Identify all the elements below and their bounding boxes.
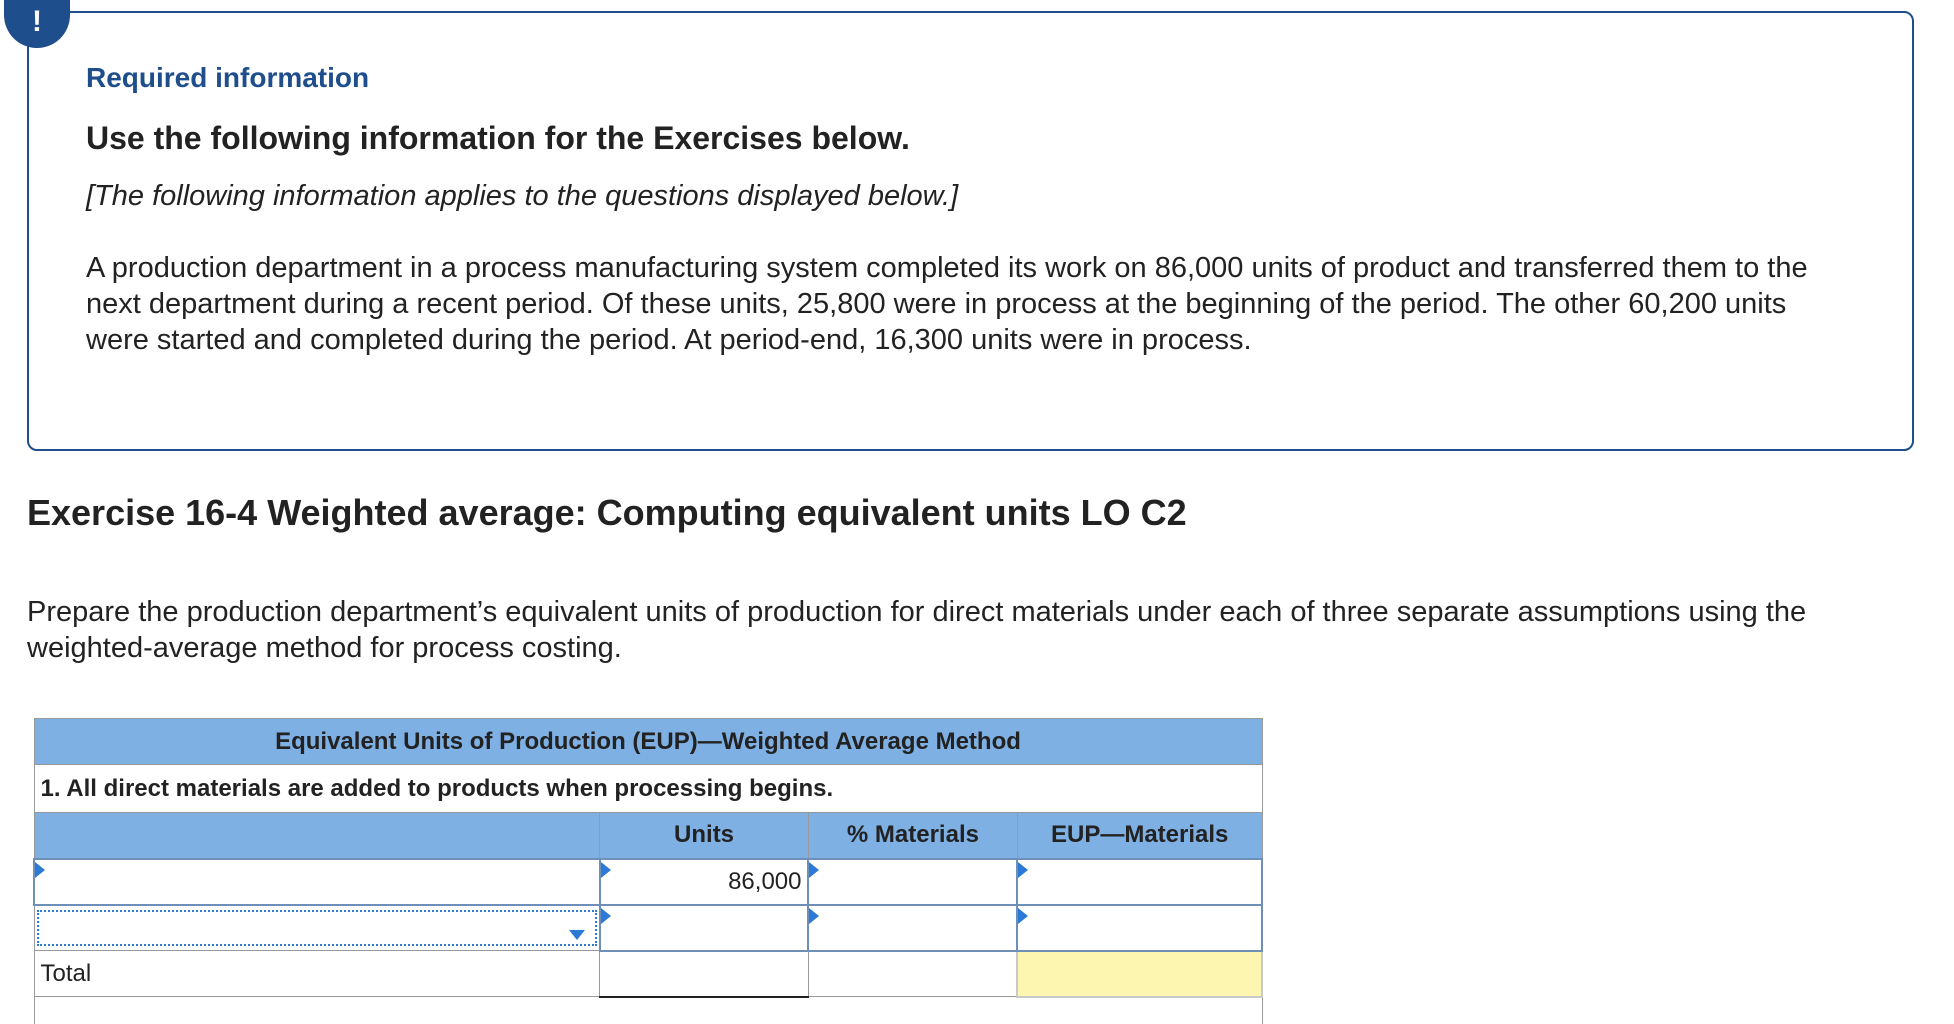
table-row <box>34 905 1262 951</box>
column-header-eup-materials: EUP—Materials <box>1017 813 1262 859</box>
input-arrow-icon <box>601 908 611 924</box>
total-label: Total <box>34 951 600 997</box>
dropdown-select[interactable] <box>37 910 597 947</box>
input-arrow-icon <box>809 908 819 924</box>
required-information-title: Required information <box>86 62 370 93</box>
table-row <box>34 859 1262 905</box>
chevron-down-icon[interactable] <box>569 930 585 940</box>
exclamation-icon: ! <box>4 0 70 48</box>
column-header-pct-materials: % Materials <box>808 813 1017 859</box>
total-eup-cell <box>1017 951 1262 997</box>
input-arrow-icon <box>35 862 45 878</box>
total-row <box>34 951 1262 997</box>
row1-pct-input[interactable] <box>808 859 1017 905</box>
row1-units-input[interactable] <box>600 859 809 905</box>
applies-note: [The following information applies to the questions displayed below.] <box>86 180 959 212</box>
row1-units-value: 86,000 <box>728 867 802 895</box>
input-arrow-icon <box>1018 862 1028 878</box>
use-info-heading: Use the following information for the Exercises below. <box>86 120 910 156</box>
column-header-label <box>34 813 600 859</box>
input-arrow-icon <box>1018 908 1028 924</box>
row2-units-input[interactable] <box>600 905 809 951</box>
eup-table <box>33 718 1263 1024</box>
row2-eup-input[interactable] <box>1017 905 1262 951</box>
exercise-prompt: Prepare the production department’s equivalent units of production for direct materials under each of three separate assumptions using the weighted-average method for process costing. <box>27 596 1807 664</box>
assumption-label: 1. All direct materials are added to products when processing begins. <box>34 765 1262 813</box>
total-units-cell <box>600 951 809 997</box>
total-pct-cell <box>808 951 1017 997</box>
table-title: Equivalent Units of Production (EUP)—Weighted Average Method <box>34 719 1262 765</box>
column-header-units: Units <box>600 813 809 859</box>
exercise-title: Exercise 16-4 Weighted average: Computing equivalent units LO C2 <box>27 492 1187 533</box>
row2-label-select[interactable] <box>34 905 600 951</box>
row1-eup-input[interactable] <box>1017 859 1262 905</box>
row1-label-input[interactable] <box>34 859 600 905</box>
input-arrow-icon <box>601 862 611 878</box>
table-footer-row <box>34 997 1262 1024</box>
row2-pct-input[interactable] <box>808 905 1017 951</box>
info-paragraph: A production department in a process manufacturing system completed its work on 86,000 units of product and transferred them to the next department during a recent period. Of these units, 25,800 were in process at the beginning of the period. The other 60,200 units were started and completed during the period. At period-end, 16,300 units were in process. <box>86 252 1808 356</box>
input-arrow-icon <box>809 862 819 878</box>
